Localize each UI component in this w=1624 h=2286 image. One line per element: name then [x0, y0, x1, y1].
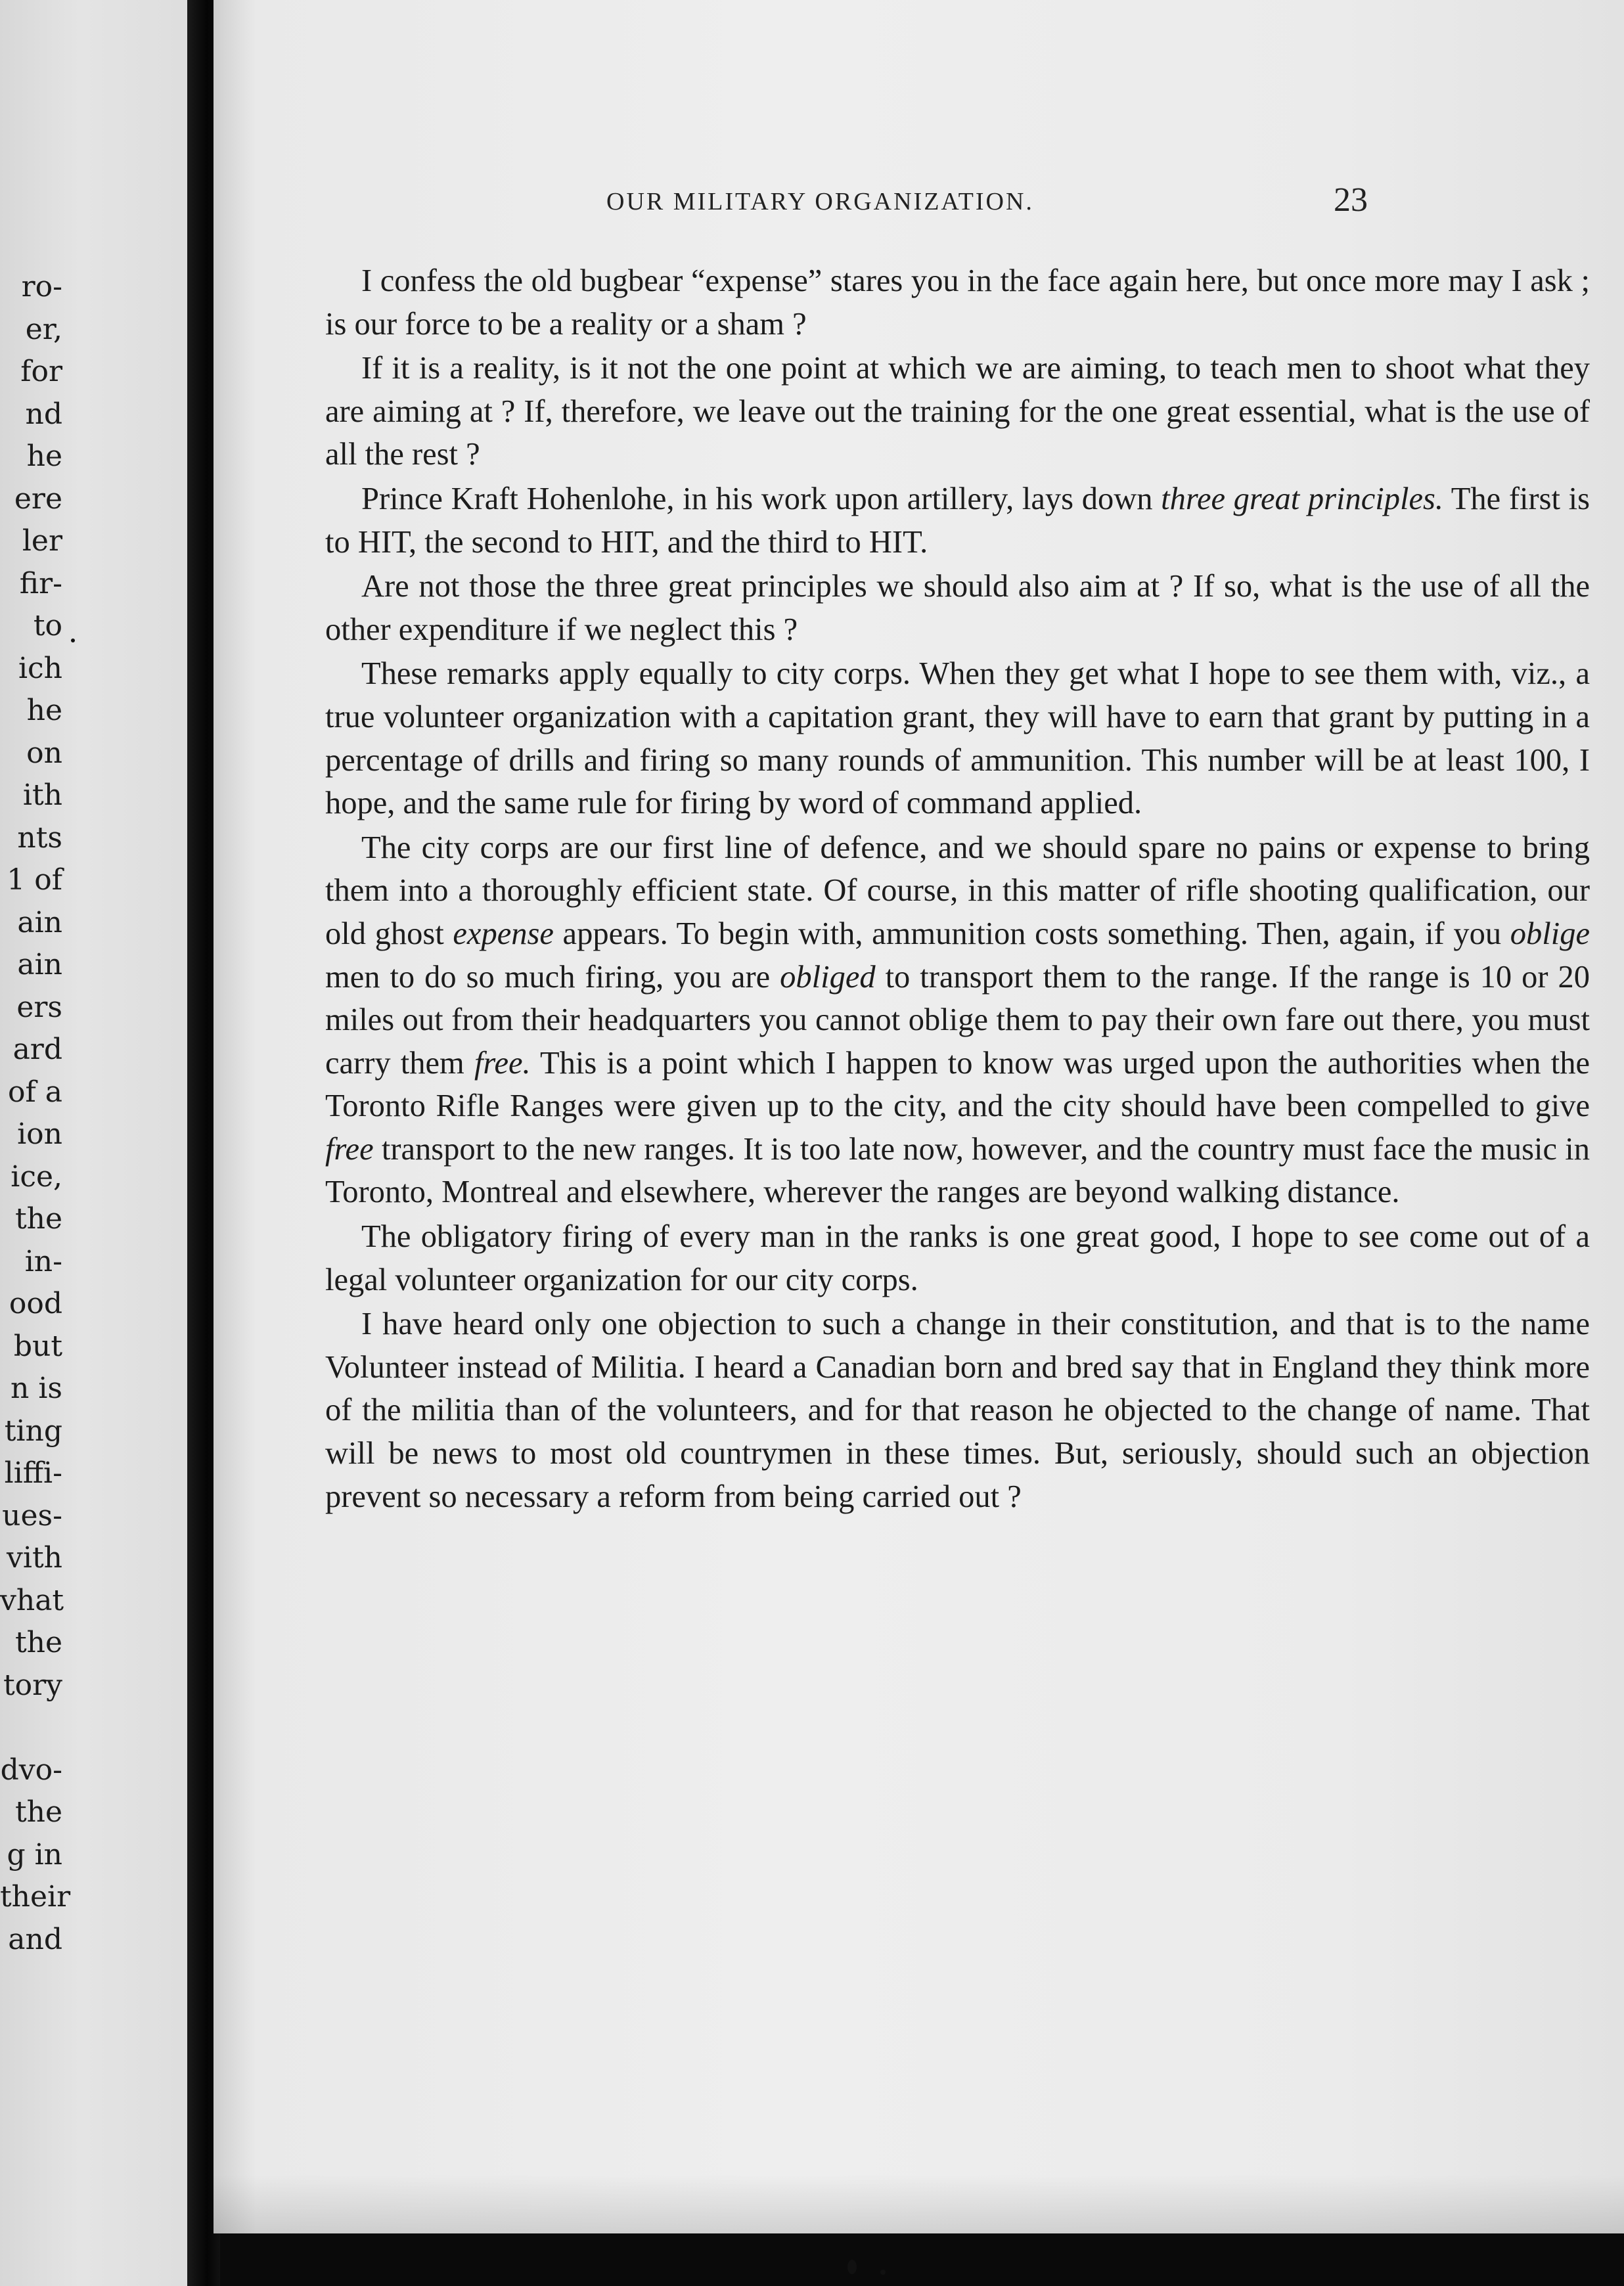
paragraph: I have heard only one objection to such a change in their constitution, and that is to the name Volunteer instead of Militia. I heard a Canadian born and bred say that in England they think more of the militia than of the volunteers, and for that reason he objected to the change of name. That will be news to most old countrymen in these times. But, seriously, should such an objection prevent so necessary a reform from being carried out ? [325, 1307, 1590, 1514]
italic-text: expense [453, 916, 554, 951]
fragment-line: 1 of [7, 863, 62, 897]
text-run: The city corps are our first line of defence, and we should spare no pains or expense to bring them into a thoroughly efficient state. Of course, in this matter of rifle shooting qualification, our old ghost [325, 830, 1590, 951]
fragment-line: tory [3, 1668, 62, 1702]
fragment-line: liffi- [4, 1456, 62, 1490]
fragment-line: nts [17, 820, 62, 855]
paragraph [325, 826, 1590, 1214]
fragment-line: and [8, 1922, 62, 1956]
fragment-line: ood [9, 1287, 62, 1320]
fragment-line: ler [22, 524, 62, 558]
paragraph: Are not those the three great principles we should also aim at ? If so, what is the use of all the other expenditure if we neglect this ? [325, 569, 1590, 647]
fragment-line: g in [7, 1837, 62, 1871]
fragment-line: ere [14, 482, 62, 516]
fragment-line: he [26, 439, 62, 473]
text-run: appears. To begin with, ammunition costs something. Then, again, if you [553, 916, 1510, 951]
running-title: OUR MILITARY ORGANIZATION. [606, 188, 1034, 215]
fragment-line: ain [17, 905, 62, 939]
fragment-line: ues- [2, 1498, 62, 1533]
fragment-line: ain [17, 948, 62, 981]
page-shadow [214, 2174, 1624, 2233]
italic-text: free. [474, 1045, 531, 1081]
fragment-line: of a [8, 1075, 62, 1109]
dust-speck [847, 2260, 857, 2274]
text-run: The first is to HIT, the second to HIT, and the third to HIT. [325, 481, 1590, 560]
fragment-line: for [20, 355, 62, 388]
paragraph [325, 478, 1590, 564]
italic-text: oblige [1510, 916, 1590, 951]
fragment-line: their [0, 1880, 71, 1914]
italic-text: free [325, 1131, 374, 1167]
fragment-line: the [14, 1795, 62, 1829]
italic-text: obliged [780, 959, 876, 995]
paragraph: The obligatory firing of every man in the ranks is one great good, I hope to see come out of a legal volunteer organization for our city corps. [325, 1219, 1590, 1297]
fragment-line: ice, [11, 1159, 62, 1194]
book-page [214, 0, 1624, 2233]
text-run: Prince Kraft Hohenlohe, in his work upon artillery, lays down [361, 481, 1162, 516]
dust-speck [71, 639, 75, 642]
fragment-line: fir- [19, 566, 62, 600]
fragment-line: in- [24, 1244, 62, 1278]
text-run: men to do so much firing, you are [325, 959, 780, 995]
text-run: transport to the new ranges. It is too late now, however, and the country must face the music in Toronto, Montreal and elsewhere, wherever the ranges are beyond walking distance. [325, 1131, 1590, 1210]
fragment-line: the [14, 1626, 62, 1659]
fragment-line: ard [12, 1033, 62, 1066]
fragment-line: ion [17, 1117, 62, 1151]
fragment-line: vith [7, 1541, 62, 1575]
dust-speck [880, 2270, 886, 2275]
fragment-line: dvo- [0, 1753, 62, 1787]
italic-text: three great principles. [1161, 481, 1444, 516]
facing-page-line-endings [0, 266, 200, 1961]
fragment-line: nd [25, 397, 62, 431]
page-body [325, 259, 1590, 1519]
fragment-line: ting [4, 1414, 62, 1448]
facing-page-fragment [0, 0, 200, 2286]
fragment-line: ro- [21, 270, 62, 303]
page-number: 23 [1334, 181, 1368, 219]
fragment-line: er, [25, 312, 62, 346]
fragment-line: ith [22, 778, 62, 812]
fragment-line: ers [16, 990, 62, 1024]
fragment-line [0, 1707, 200, 1749]
paragraph: If it is a reality, is it not the one point at which we are aiming, to teach men to shoot what they are aiming at ? If, therefore, we leave out the training for the one great essential, what is the use of all the rest ? [325, 351, 1590, 472]
fragment-line: he [26, 694, 62, 727]
fragment-line: the [14, 1202, 62, 1236]
text-run: to transport them to the range. If the range is 10 or 20 miles out from their headquarters you cannot oblige them to pay their own fare out there, you must carry them [325, 959, 1590, 1081]
fragment-line: n is [11, 1372, 62, 1405]
text-run: This is a point which I happen to know was urged upon the authorities when the Toronto Rifle Ranges were given up to the city, and the city should have been compelled to give [325, 1045, 1590, 1124]
fragment-line: but [13, 1329, 62, 1363]
paragraph: These remarks apply equally to city corps. When they get what I hope to see them with, viz., a true volunteer organization with a capitation grant, they will have to earn that grant by putting in a percentage of drills and firing so many rounds of ammunition. This number will be at least 100, I hope, and the same rule for firing by word of command applied. [325, 656, 1590, 821]
paragraph: I confess the old bugbear “expense” stares you in the face again here, but once more may I ask ; is our force to be a reality or a sham ? [325, 263, 1590, 342]
fragment-line: vhat [0, 1583, 64, 1617]
fragment-line: to [33, 609, 62, 642]
fragment-line: on [26, 736, 62, 770]
fragment-line: ich [18, 651, 62, 685]
